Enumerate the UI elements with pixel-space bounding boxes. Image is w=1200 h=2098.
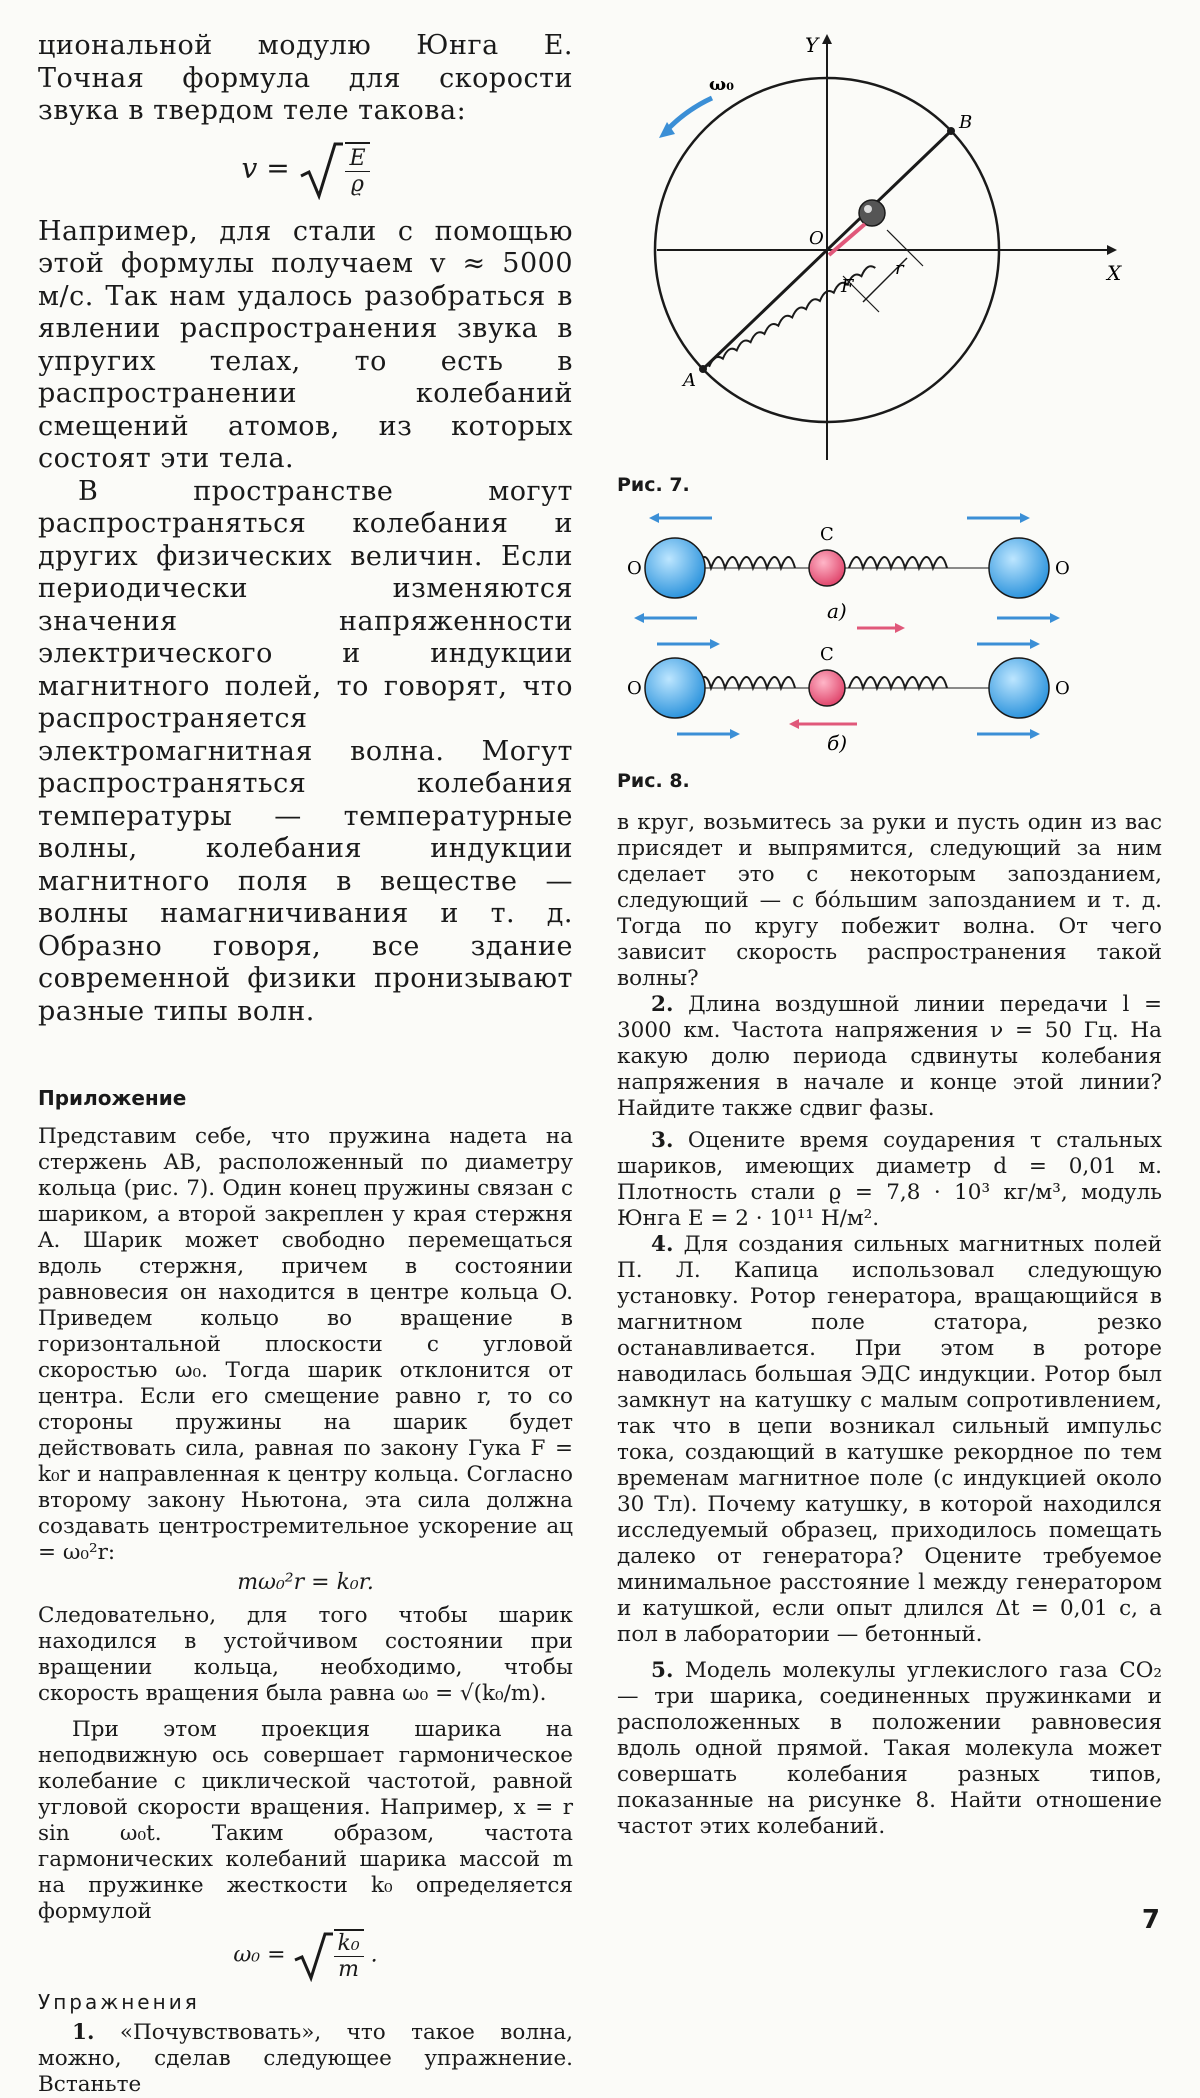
oxygen-ball	[989, 658, 1049, 718]
spring	[697, 557, 795, 568]
exercises-heading: Упражнения	[38, 1990, 200, 2014]
arrow-head-icon	[634, 613, 644, 623]
exercise-text: Оцените время соударения τ стальных шариков, имеющих диаметр d = 0,01 м. Плотность стали ϱ = 7,8 · 10³ кг/м³, модуль Юнга E = 2 · 10¹¹ Н/м².	[617, 1128, 1162, 1231]
figure-7-rotating-ring	[617, 30, 1162, 470]
oxygen-ball	[645, 538, 705, 598]
exercise-3	[617, 1128, 1162, 1232]
exercise-text: Для создания сильных магнитных полей П. Л. Капица использовал следующую установку. Ротор генератора, вращающийся в магнитном поле статора, резко останавливается. При этом в роторе наводилась большая ЭДС индукции. Ротор был замкнут на катушку с малым сопротивлением, так что в цепи возникал сильный импульс тока, создающий в катушке рекордное по тем временам магнитное поле (с индукцией около 30 Тл). Почему катушку, в которой находился исследуемый образец, приходилось помещать далеко от генератора? Оцените требуемое минимальное расстояние l между генератором и катушкой, если опыт длился Δt = 0,01 с, а пол в лаборатории — бетонный.	[617, 1232, 1162, 1647]
oxygen-ball	[989, 538, 1049, 598]
exercise-number: 4.	[651, 1232, 674, 1257]
label-variant-a: а)	[827, 599, 847, 623]
denominator: ϱ	[351, 172, 364, 197]
arrow-head-icon	[730, 729, 740, 739]
formula-lhs: ω₀ =	[233, 1942, 286, 1968]
y-axis-arrow-icon	[822, 34, 832, 44]
figure-8-caption: Рис. 8.	[617, 770, 690, 792]
exercise-number: 2.	[651, 992, 674, 1017]
exercise-text: Длина воздушной линии передачи l = 3000 км. Частота напряжения ν = 50 Гц. На какую долю периода сдвинуты колебания напряжения в начале и конце этой линии? Найдите также сдвиг фазы.	[617, 992, 1162, 1121]
arrow-head-icon	[895, 623, 905, 633]
arrow-head-icon	[789, 719, 799, 729]
page-number: 7	[1141, 1905, 1160, 1935]
formula-frequency: ω₀ = $\frac{\text{k₀}}{m}$ .	[233, 1931, 378, 1982]
exercise-5	[617, 1658, 1162, 1840]
paragraph: циональной модулю Юнга E. Точная формула для скорости звука в твердом теле такова:	[38, 30, 573, 126]
paragraph: Представим себе, что пружина надета на стержень AB, расположенный по диаметру кольца (рис. 7). Один конец пружины связан с шариком, а второй закреплен у края стержня A. Шарик может свободно перемещаться вдоль стержня, причем в состоянии равновесия он находится в центре кольца O. Приведем кольцо во вращение в горизонтальной плоскости с угловой скоростью ω₀. Тогда шарик отклонится от центра. Если его смещение равно r, то со стороны пружины на шарик будет действовать сила, равная по закону Гука F = k₀r и направленная к центру кольца. Согласно второму закону Ньютона, эта сила должна создавать центростремительное ускорение aц = ω₀²r:	[38, 1124, 573, 1565]
left-column	[38, 30, 573, 2098]
spring	[849, 557, 947, 568]
label-o: O	[1055, 558, 1070, 579]
label-c: C	[820, 644, 834, 665]
carbon-ball	[809, 550, 845, 586]
paragraph: В пространстве могут распространяться колебания и других физических величин. Если периодически изменяются значения напряженности электрического и индукции магнитного полей, то говорят, что распространяется электромагнитная волна. Могут распространяться колебания температуры — температурные волны, колебания индукции магнитного поля в веществе — волны намагничивания и т. д. Образно говоря, все здание современной физики пронизывают разные типы волн.	[38, 475, 573, 1027]
label-o: O	[627, 678, 642, 699]
label-o: O	[627, 558, 642, 579]
formula-newton: mω₀²r = k₀r.	[237, 1570, 374, 1595]
exercise-text: Модель молекулы углекислого газа CO₂ — три шарика, соединенных пружинками и расположенных в положении равновесия вдоль одной прямой. Такая молекула может совершать колебания разных типов, показанные на рисунке 8. Найти отношение частот этих колебаний.	[617, 1658, 1162, 1839]
numerator: E	[345, 146, 369, 172]
paragraph: Следовательно, для того чтобы шарик находился в устойчивом состоянии при вращении кольца, необходимо, чтобы скорость вращения была равна ω₀ = √(k₀/m).	[38, 1603, 573, 1706]
arrow-head-icon	[710, 639, 720, 649]
figure-8-molecule	[617, 506, 1162, 756]
label-b: B	[959, 112, 973, 133]
oxygen-ball	[645, 658, 705, 718]
appendix-text	[38, 1124, 573, 2098]
point-a	[699, 365, 707, 373]
right-column	[617, 30, 1162, 1840]
ball-highlight	[864, 205, 872, 213]
label-x: X	[1107, 261, 1122, 285]
paragraph: При этом проекция шарика на неподвижную ось совершает гармоническое колебание с циклической частотой, равной угловой скорости вращения. Например, x = r sin ω₀t. Таким образом, частота гармонических колебаний шарика массой m на пружинке жесткости k₀ определяется формулой	[38, 1717, 573, 1924]
exercise-number: 1.	[72, 2020, 95, 2045]
exercise-1	[38, 2020, 573, 2098]
sqrt-sign-icon	[293, 1930, 333, 1982]
ball	[859, 200, 885, 226]
label-f: F	[841, 276, 854, 297]
paragraph: в круг, возьмитесь за руки и пусть один из вас присядет и выпрямится, следующий за ним сделает это с некоторым запозданием, следующий — с бóльшим запозданием и т. д. Тогда по кругу побежит волна. От чего зависит скорость распространения такой волны?	[617, 810, 1162, 991]
figure-7-caption: Рис. 7.	[617, 474, 690, 496]
arrow-head-icon	[1050, 613, 1060, 623]
label-omega: ω₀	[709, 74, 735, 95]
fraction	[345, 142, 369, 197]
arrow-head-icon	[1020, 513, 1030, 523]
exercise-2	[617, 992, 1162, 1122]
main-text	[38, 30, 573, 1028]
rotation-arc	[667, 98, 712, 130]
formula-sound-speed	[38, 140, 573, 202]
arrow-head-icon	[649, 513, 659, 523]
exercise-4	[617, 1232, 1162, 1648]
arrow-head-icon	[1030, 639, 1040, 649]
point-b	[947, 127, 955, 135]
label-variant-b: б)	[827, 731, 848, 755]
exercise-text: «Почувствовать», что такое волна, можно, сделав следующее упражнение. Встаньте	[38, 2020, 573, 2097]
numerator: k₀	[334, 1931, 364, 1957]
sqrt-sign-icon	[299, 140, 343, 200]
label-r: r	[895, 258, 904, 279]
arrow-head-icon	[1030, 729, 1040, 739]
label-y: Y	[805, 33, 819, 57]
label-o: O	[809, 228, 824, 249]
x-axis-arrow-icon	[1107, 245, 1117, 255]
exercises-continued	[617, 810, 1162, 1840]
exercise-number: 5.	[651, 1658, 674, 1683]
carbon-ball	[809, 670, 845, 706]
denominator: m	[338, 1957, 360, 1982]
spring	[697, 677, 795, 688]
formula-lhs: v =	[241, 151, 290, 184]
exercise-number: 3.	[651, 1128, 674, 1153]
fraction	[334, 1929, 364, 1982]
label-a: A	[683, 370, 696, 391]
section-heading: Приложение	[38, 1086, 187, 1110]
paragraph: Например, для стали с помощью этой формулы получаем v ≈ 5000 м/с. Так нам удалось разобраться в явлении распространения звука в упругих телах, то есть в распространении колебаний смещений атомов, из которых состоят эти тела.	[38, 215, 573, 474]
label-c: C	[820, 524, 834, 545]
spring	[849, 677, 947, 688]
label-o: O	[1055, 678, 1070, 699]
